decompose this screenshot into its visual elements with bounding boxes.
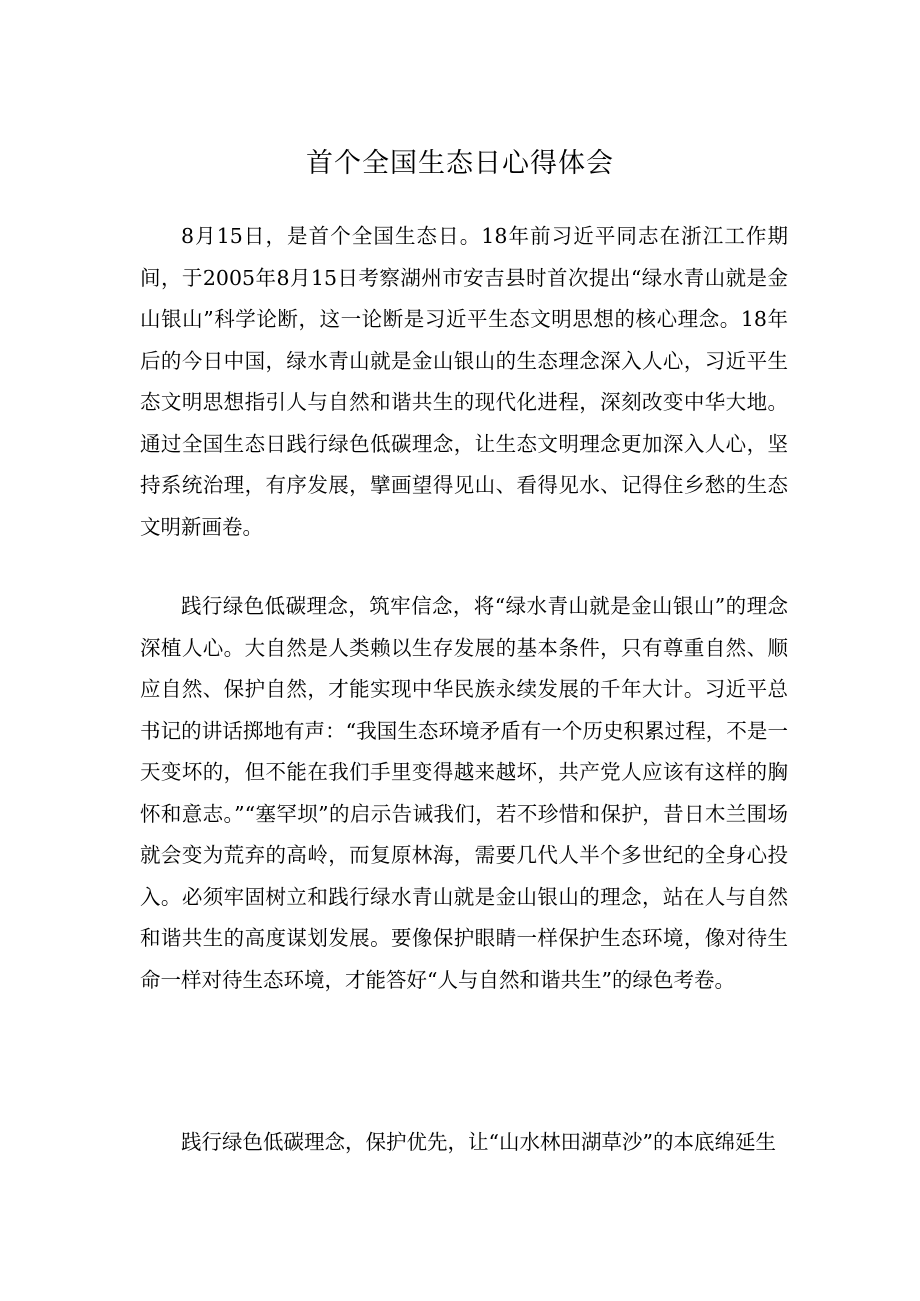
paragraph: 践行绿色低碳理念，保护优先，让“山水林田湖草沙”的本底绵延生 [181,1130,776,1154]
paragraph: 8月15日，是首个全国生态日。18年前习近平同志在浙江工作期间，于2005年8月15日考察湖州市安吉县时首次提出“绿水青山就是金山银山”科学论断，这一论断是习近平生态文明思想的核心理念。18年后的今日中国，绿水青山就是金山银山的生态理念深入人心，习近平生态文明思想指引人与自然和谐共生的现代化进程，深刻改变中华大地。通过全国生态日践行绿色低碳理念，让生态文明理念更加深入人心，坚持系统治理，有序发展，擘画望得见山、看得见水、记得住乡愁的生态文明新画卷。 [140,224,788,539]
paragraph: 践行绿色低碳理念，筑牢信念，将“绿水青山就是金山银山”的理念深植人心。大自然是人类赖以生存发展的基本条件，只有尊重自然、顺应自然、保护自然，才能实现中华民族永续发展的千年大计。习近平总书记的讲话掷地有声：“我国生态环境矛盾有一个历史积累过程，不是一天变坏的，但不能在我们手里变得越来越坏，共产党人应该有这样的胸怀和意志。”“塞罕坝”的启示告诫我们，若不珍惜和保护，昔日木兰围场就会变为荒弃的高岭，而复原林海，需要几代人半个多世纪的全身心投入。必须牢固树立和践行绿水青山就是金山银山的理念，站在人与自然和谐共生的高度谋划发展。要像保护眼睛一样保护生态环境，像对待生命一样对待生态环境，才能答好“人与自然和谐共生”的绿色考卷。 [140,594,788,992]
document-title: 首个全国生态日心得体会 [306,148,614,179]
